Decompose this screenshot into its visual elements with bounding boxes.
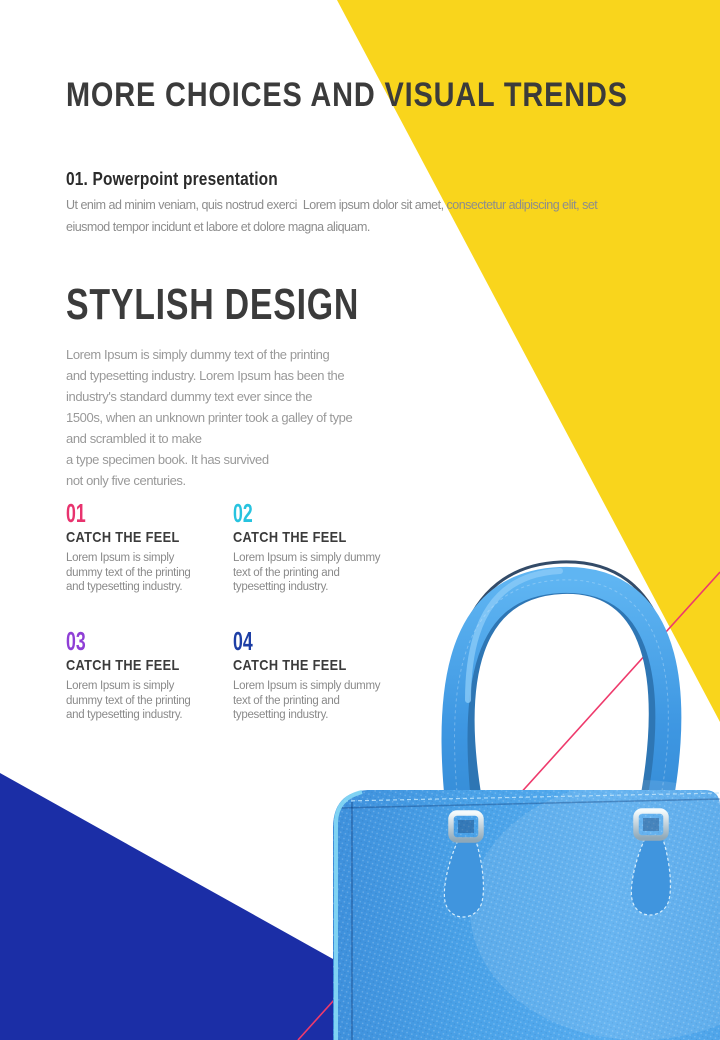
feature-paragraph — [66, 551, 236, 595]
paragraph-line: and scrambled it to make — [66, 431, 202, 446]
feature-number-text: 03 — [66, 626, 86, 656]
page-title-text: MORE CHOICES AND VISUAL TRENDS — [66, 76, 628, 114]
intro-paragraph — [66, 194, 597, 238]
feature-number — [233, 628, 403, 654]
stylish-paragraph — [66, 344, 352, 491]
feature-line: Lorem Ipsum is simply — [66, 552, 175, 564]
stylish-design-heading-text: STYLISH DESIGN — [66, 280, 360, 329]
feature-line: Lorem Ipsum is simply dummy — [233, 680, 381, 692]
feature-number-text: 04 — [233, 626, 253, 656]
section-subtitle-text: 01. Powerpoint presentation — [66, 169, 278, 189]
paragraph-line: not only five centuries. — [66, 473, 186, 488]
feature-heading-text: CATCH THE FEEL — [233, 657, 347, 674]
feature-heading-text: CATCH THE FEEL — [66, 657, 180, 674]
feature-line: typesetting industry. — [233, 709, 329, 721]
feature-item-04 — [233, 628, 403, 723]
intro-line: eiusmod tempor incidunt et labore et dolore magna aliquam. — [66, 220, 370, 234]
paragraph-line: a type specimen book. It has survived — [66, 452, 269, 467]
feature-heading — [66, 657, 236, 674]
feature-item-01 — [66, 500, 236, 595]
section-subtitle — [66, 168, 312, 190]
feature-line: typesetting industry. — [233, 581, 329, 593]
feature-number — [66, 500, 236, 526]
feature-paragraph — [233, 551, 403, 595]
feature-number — [233, 500, 403, 526]
intro-line: Ut enim ad minim veniam, quis nostrud exerci Lorem ipsum dolor sit amet, consectetur adipiscing elit, set — [66, 198, 598, 212]
feature-heading-text: CATCH THE FEEL — [66, 529, 180, 546]
feature-heading — [66, 529, 236, 546]
feature-paragraph — [233, 679, 403, 723]
feature-line: and typesetting industry. — [66, 709, 183, 721]
feature-number-text: 01 — [66, 498, 86, 528]
page-title — [66, 78, 720, 112]
feature-line: Lorem Ipsum is simply — [66, 680, 175, 692]
feature-number — [66, 628, 236, 654]
paragraph-line: industry's standard dummy text ever since the — [66, 389, 313, 404]
feature-paragraph — [66, 679, 236, 723]
feature-item-02 — [233, 500, 403, 595]
feature-line: dummy text of the printing — [66, 694, 191, 707]
feature-heading — [233, 657, 403, 674]
feature-line: text of the printing and — [233, 566, 340, 579]
feature-line: and typesetting industry. — [66, 581, 183, 593]
feature-line: dummy text of the printing — [66, 566, 191, 579]
stylish-design-heading — [66, 280, 447, 329]
paragraph-line: 1500s, when an unknown printer took a galley of type — [66, 410, 353, 425]
feature-number-text: 02 — [233, 498, 253, 528]
feature-line: Lorem Ipsum is simply dummy — [233, 552, 381, 564]
feature-item-03 — [66, 628, 236, 723]
feature-heading — [233, 529, 403, 546]
feature-heading-text: CATCH THE FEEL — [233, 529, 347, 546]
paragraph-line: Lorem Ipsum is simply dummy text of the printing — [66, 347, 330, 362]
paragraph-line: and typesetting industry. Lorem Ipsum has been the — [66, 368, 345, 383]
feature-line: text of the printing and — [233, 694, 340, 707]
